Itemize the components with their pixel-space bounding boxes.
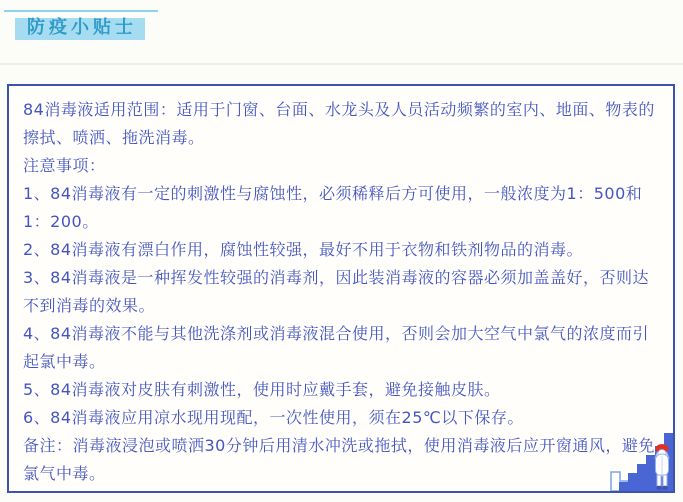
tip-item-4: 4、84消毒液不能与其他洗涤剂或消毒液混合使用，否则会加大空气中氯气的浓度而引起氯中毒。 xyxy=(23,324,650,371)
header-accent-line xyxy=(4,10,158,12)
tip-item-3: 3、84消毒液是一种挥发性较强的消毒剂，因此装消毒液的容器必须加盖盖好，否则达不到消毒的效果。 xyxy=(23,268,650,315)
scope-text: 84消毒液适用范围：适用于门窗、台面、水龙头及人员活动频繁的室内、地面、物表的擦拭、喷洒、拖洗消毒。 xyxy=(23,100,655,147)
tip-item-1: 1、84消毒液有一定的刺激性与腐蚀性，必须稀释后方可使用，一般浓度为1：500和1：200。 xyxy=(23,184,643,231)
tips-panel xyxy=(7,84,675,493)
page-title: 防疫小贴士 xyxy=(27,17,137,38)
tip-item-5: 5、84消毒液对皮肤有刺激性，使用时应戴手套，避免接触皮肤。 xyxy=(23,380,501,399)
tip-item-2: 2、84消毒液有漂白作用，腐蚀性较强，最好不用于衣物和铁剂物品的消毒。 xyxy=(23,240,584,259)
note-text: 备注：消毒液浸泡或喷洒30分钟后用清水冲洗或拖拭，使用消毒液后应开窗通风，避免氯气中毒。 xyxy=(23,436,655,483)
tip-item-6: 6、84消毒液应用凉水现用现配，一次性使用，须在25℃以下保存。 xyxy=(23,408,524,427)
notice-heading: 注意事项： xyxy=(23,156,106,175)
page-divider-line xyxy=(0,63,683,65)
